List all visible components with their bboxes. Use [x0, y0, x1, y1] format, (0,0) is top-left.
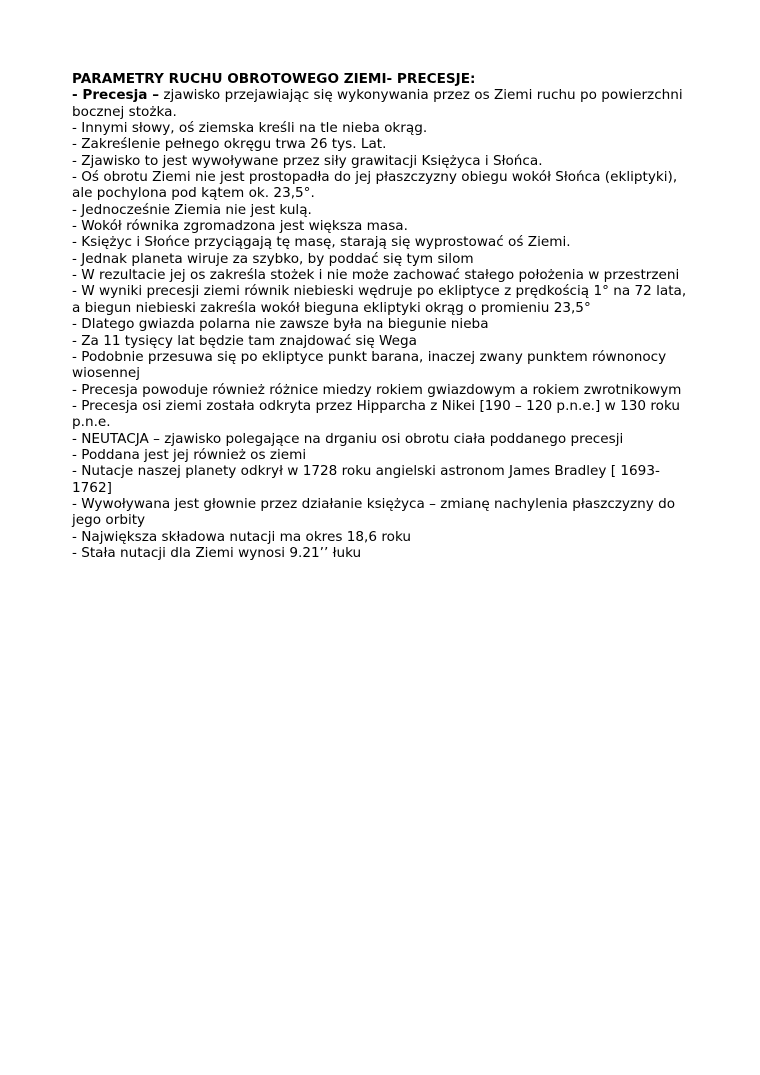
- intro-term: - Precesja –: [72, 87, 159, 104]
- document-title: PARAMETRY RUCHU OBROTOWEGO ZIEMI- PRECESJE:: [72, 71, 476, 87]
- list-item: - Dlatego gwiazda polarna nie zawsze była na biegunie nieba: [72, 316, 489, 333]
- list-item: - Precesja powoduje również różnice miedzy rokiem gwiazdowym a rokiem zwrotnikowym: [72, 381, 682, 398]
- list-item: - Zjawisko to jest wywoływane przez siły grawitacji Księżyca i Słońca.: [72, 152, 543, 169]
- list-item: - Wywoływana jest głownie przez działanie księżyca – zmianę nachylenia płaszczyzny do jego orbity: [72, 495, 676, 529]
- list-item: - Innymi słowy, oś ziemska kreśli na tle nieba okrąg.: [72, 120, 428, 137]
- list-item: - NEUTACJA – zjawisko polegające na drganiu osi obrotu ciała poddanego precesji: [72, 430, 624, 447]
- list-item: - Za 11 tysięcy lat będzie tam znajdować się Wega: [72, 332, 418, 349]
- list-item: - Jednak planeta wiruje za szybko, by poddać się tym silom: [72, 250, 474, 267]
- bullet-list: [72, 120, 692, 561]
- intro-paragraph: [72, 87, 692, 120]
- list-item: - W rezultacie jej os zakreśla stożek i nie może zachować stałego położenia w przestrzeni: [72, 267, 680, 284]
- list-item: - Zakreślenie pełnego okręgu trwa 26 tys. Lat.: [72, 136, 387, 153]
- list-item: - Precesja osi ziemi została odkryta przez Hipparcha z Nikei [190 – 120 p.n.e.] w 130 roku p.n.e.: [72, 397, 681, 431]
- list-item: - Największa składowa nutacji ma okres 18,6 roku: [72, 528, 412, 545]
- list-item: - Nutacje naszej planety odkrył w 1728 roku angielski astronom James Bradley [ 1693-1762]: [72, 463, 660, 496]
- list-item: - Stała nutacji dla Ziemi wynosi 9.21’’ łuku: [72, 544, 362, 561]
- list-item: - Poddana jest jej również os ziemi: [72, 446, 307, 463]
- document-body: [72, 71, 692, 561]
- intro-definition: zjawisko przejawiając się wykonywania przez os Ziemi ruchu po powierzchni bocznej stożka.: [72, 87, 683, 120]
- list-item: - Podobnie przesuwa się po ekliptyce punkt barana, inaczej zwany punktem równonocy wiosennej: [72, 348, 667, 382]
- list-item: - Jednocześnie Ziemia nie jest kulą.: [72, 201, 312, 218]
- list-item: - Oś obrotu Ziemi nie jest prostopadła do jej płaszczyzny obiegu wokół Słońca (ekliptyki), ale pochylona pod kątem ok. 23,5°.: [72, 169, 678, 202]
- list-item: - Wokół równika zgromadzona jest większa masa.: [72, 218, 408, 235]
- list-item: - W wyniki precesji ziemi równik niebieski wędruje po ekliptyce z prędkością 1° na 72 lata, a biegun niebieski zakreśla wokół bieguna ekliptyki okrąg o promieniu 23,5°: [72, 283, 687, 316]
- list-item: - Księżyc i Słońce przyciągają tę masę, starają się wyprostować oś Ziemi.: [72, 234, 571, 251]
